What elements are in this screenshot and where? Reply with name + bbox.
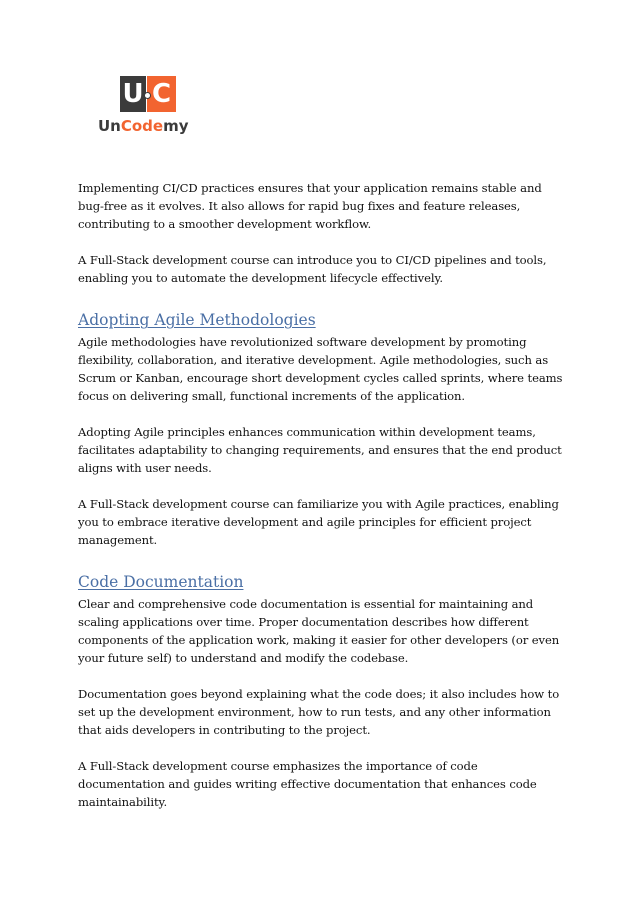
docs-paragraph-1: Clear and comprehensive code documentation is essential for maintaining and scaling applications over time. Proper documentation describes how different components of the application work, making it easier for other developers (or even your future self) to understand and modify the codebase. bbox=[78, 597, 560, 665]
docs-heading: Code Documentation bbox=[78, 573, 244, 591]
docs-paragraph-2: Documentation goes beyond explaining what the code does; it also includes how to set up the development environment, how to run tests, and any other information that aids developers in contributing to the project. bbox=[78, 687, 560, 737]
docs-paragraph-3: A Full-Stack development course emphasizes the importance of code documentation and guides writing effective documentation that enhances code maintainability. bbox=[78, 759, 537, 809]
intro-paragraph-1: Implementing CI/CD practices ensures that your application remains stable and bug-free as it evolves. It also allows for rapid bug fixes and feature releases, contributing to a smoother development workflow. bbox=[78, 181, 542, 231]
agile-paragraph-1: Agile methodologies have revolutionized software development by promoting flexibility, collaboration, and iterative development. Agile methodologies, such as Scrum or Kanban, encourage short development cycles called sprints, where teams focus on delivering small, functional increments of the application. bbox=[78, 335, 563, 403]
agile-paragraph-3: A Full-Stack development course can familiarize you with Agile practices, enabling you to embrace iterative development and agile principles for efficient project management. bbox=[78, 497, 559, 547]
agile-paragraph-2: Adopting Agile principles enhances communication within development teams, facilitates adaptability to changing requirements, and ensures that the end product aligns with user needs. bbox=[78, 425, 562, 475]
logo-wordmark: UnCodemy bbox=[98, 117, 189, 135]
intro-paragraph-2: A Full-Stack development course can introduce you to CI/CD pipelines and tools, enabling you to automate the development lifecycle effectively. bbox=[78, 253, 547, 285]
document-body bbox=[78, 179, 564, 811]
uncodemy-logo bbox=[98, 76, 198, 138]
logo-letter-c: C bbox=[147, 76, 176, 112]
logo-dot bbox=[144, 92, 151, 99]
logo-letter-u: U bbox=[120, 76, 146, 112]
agile-heading: Adopting Agile Methodologies bbox=[78, 311, 316, 329]
logo-mark bbox=[120, 76, 176, 112]
